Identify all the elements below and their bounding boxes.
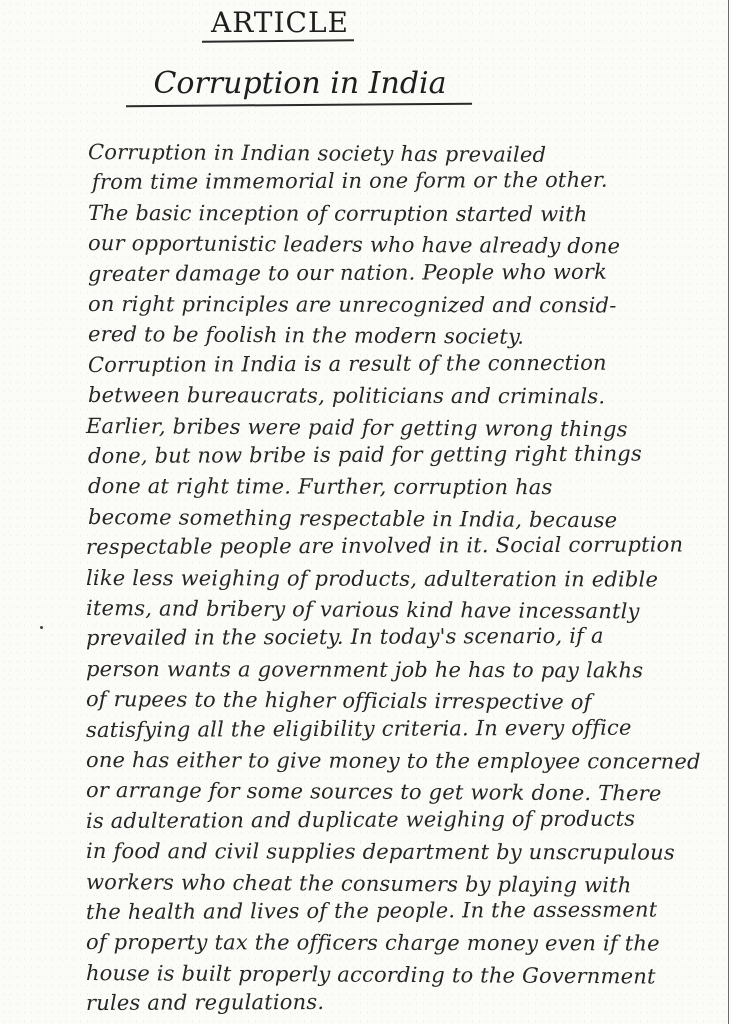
body-line: become something respectable in India, because: [87, 504, 618, 533]
body-line: Corruption in Indian society has prevailed: [87, 140, 547, 167]
article-title: Corruption in India: [153, 66, 447, 101]
body-line: on right principles are unrecognized and consid-: [87, 292, 617, 318]
body-line: one has either to give money to the employee concerned: [85, 748, 701, 774]
page-edge-line: [728, 0, 729, 1024]
body-line: is adulteration and duplicate weighing of products: [85, 806, 636, 833]
article-title-underline: [126, 103, 472, 107]
body-line: respectable people are involved in it. Social corruption: [85, 532, 684, 560]
body-line: the health and lives of the people. In the assessment: [85, 897, 658, 924]
body-line: in food and civil supplies department by unscrupulous: [85, 839, 675, 865]
body-line: our opportunistic leaders who have already done: [87, 231, 621, 259]
margin-mark: [40, 626, 43, 629]
body-line: Earlier, bribes were paid for getting wrong things: [85, 413, 628, 441]
article-label: ARTICLE: [210, 6, 349, 39]
body-line: of rupees to the higher officials irrespective of: [85, 687, 592, 715]
body-line: workers who cheat the consumers by playing with: [85, 869, 632, 897]
body-line: satisfying all the eligibility criteria. In every office: [85, 715, 632, 742]
body-line: from time immemorial in one form or the other.: [91, 168, 608, 195]
body-line: The basic inception of corruption started with: [87, 200, 588, 227]
body-line: Corruption in India is a result of the connection: [87, 350, 607, 377]
body-line: done at right time. Further, corruption has: [87, 474, 553, 500]
body-line: between bureaucrats, politicians and criminals.: [87, 383, 606, 409]
article-label-underline: [202, 39, 354, 43]
body-line: items, and bribery of various kind have incessantly: [85, 596, 640, 624]
body-line: prevailed in the society. In today's scenario, if a: [85, 624, 604, 651]
body-line: greater damage to our nation. People who work: [87, 259, 608, 286]
body-line: like less weighing of products, adulteration in edible: [85, 565, 659, 592]
body-line: done, but now bribe is paid for getting right things: [87, 441, 642, 468]
body-line: of property tax the officers charge money even if the: [85, 930, 660, 956]
body-line: or arrange for some sources to get work done. There: [85, 778, 662, 806]
body-line: ered to be foolish in the modern society.: [87, 322, 525, 350]
body-line: person wants a government job he has to pay lakhs: [85, 656, 644, 683]
body-line: rules and regulations.: [85, 990, 325, 1016]
body-line: house is built properly according to the Government: [85, 960, 656, 989]
